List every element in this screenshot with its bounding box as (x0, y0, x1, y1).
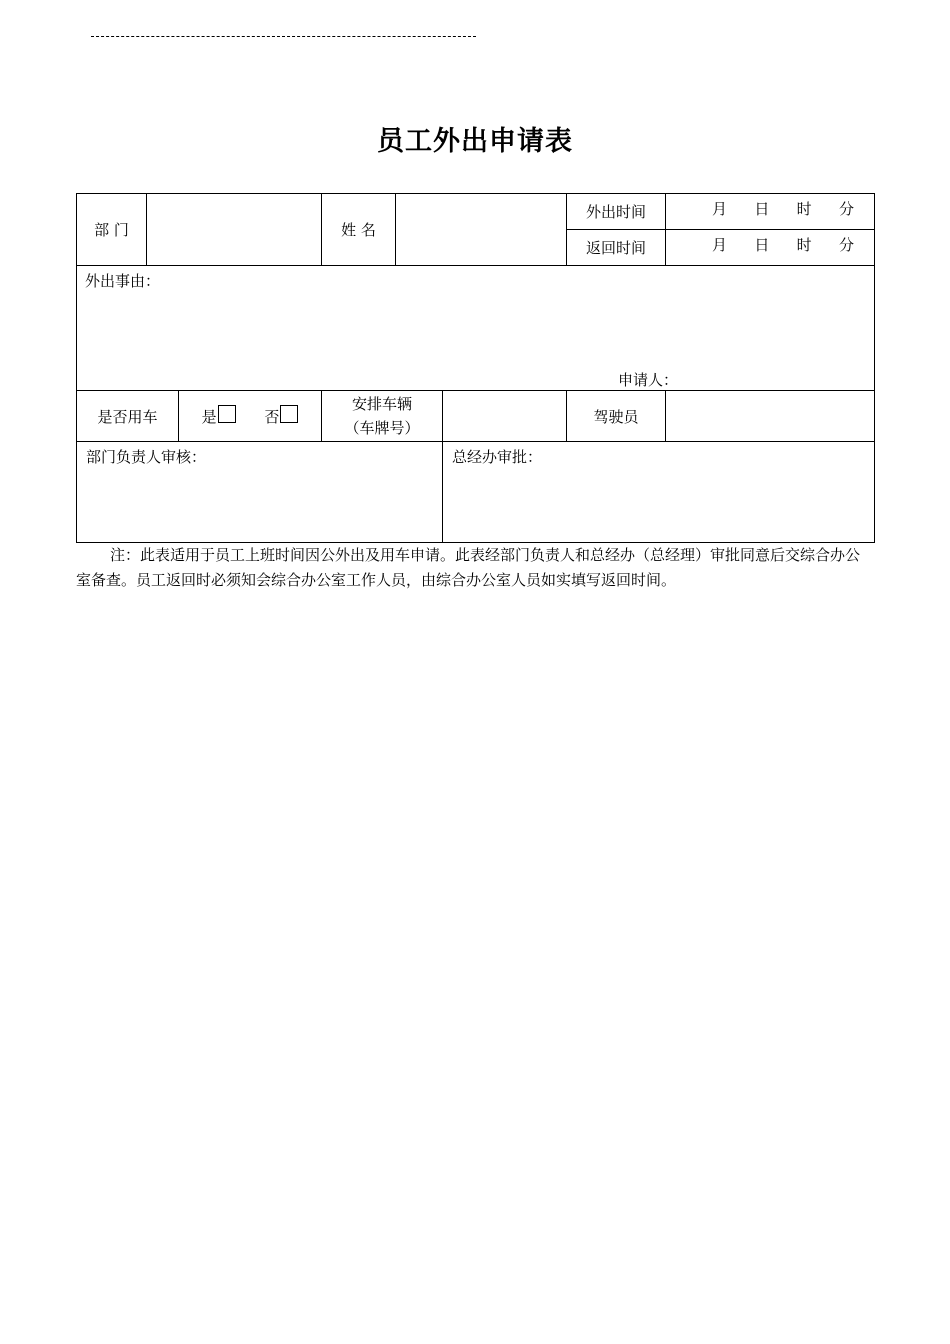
return-hour-unit: 时 (796, 236, 812, 254)
return-minute-unit: 分 (838, 236, 854, 254)
reason-label: 外出事由： (85, 272, 161, 290)
page-title: 员工外出申请表 (377, 126, 573, 157)
out-hour-unit: 时 (796, 200, 812, 218)
yes-checkbox[interactable] (218, 405, 236, 423)
out-day-unit: 日 (754, 200, 770, 218)
vehicle-label (322, 391, 443, 442)
driver-label: 驾驶员 (567, 391, 666, 442)
vehicle-label-line1: 安排车辆 (351, 395, 412, 413)
return-month-unit: 月 (712, 236, 728, 254)
use-car-label: 是否用车 (77, 391, 179, 442)
yes-label: 是 (201, 408, 217, 426)
gm-office-approval-field[interactable] (443, 442, 875, 543)
no-label: 否 (264, 408, 280, 426)
department-field[interactable] (147, 194, 322, 266)
no-checkbox[interactable] (280, 405, 298, 423)
application-form (76, 193, 875, 543)
return-time-field[interactable] (666, 230, 875, 266)
name-field[interactable] (396, 194, 567, 266)
applicant-label: 申请人： (618, 371, 679, 389)
vehicle-plate-field[interactable] (443, 391, 567, 442)
driver-field[interactable] (666, 391, 875, 442)
name-label: 姓 名 (322, 194, 396, 266)
return-time-label: 返回时间 (567, 230, 666, 266)
out-time-label: 外出时间 (567, 194, 666, 230)
return-day-unit: 日 (754, 236, 770, 254)
reason-field[interactable] (77, 266, 875, 391)
gm-office-approval-label: 总经办审批： (452, 448, 543, 466)
use-car-options (179, 391, 322, 442)
dept-head-review-field[interactable] (77, 442, 443, 543)
out-minute-unit: 分 (838, 200, 854, 218)
footnote: 注：此表适用于员工上班时间因公外出及用车申请。此表经部门负责人和总经办（总经理）审批同意后交综合办公室备查。员工返回时必须知会综合办公室工作人员，由综合办公室人员如实填写返回时间。 (76, 546, 861, 589)
out-time-field[interactable] (666, 194, 875, 230)
out-month-unit: 月 (712, 200, 728, 218)
header-rule (91, 36, 476, 37)
vehicle-label-line2: （车牌号） (344, 419, 420, 437)
department-label: 部 门 (77, 194, 147, 266)
dept-head-review-label: 部门负责人审核： (86, 448, 207, 466)
